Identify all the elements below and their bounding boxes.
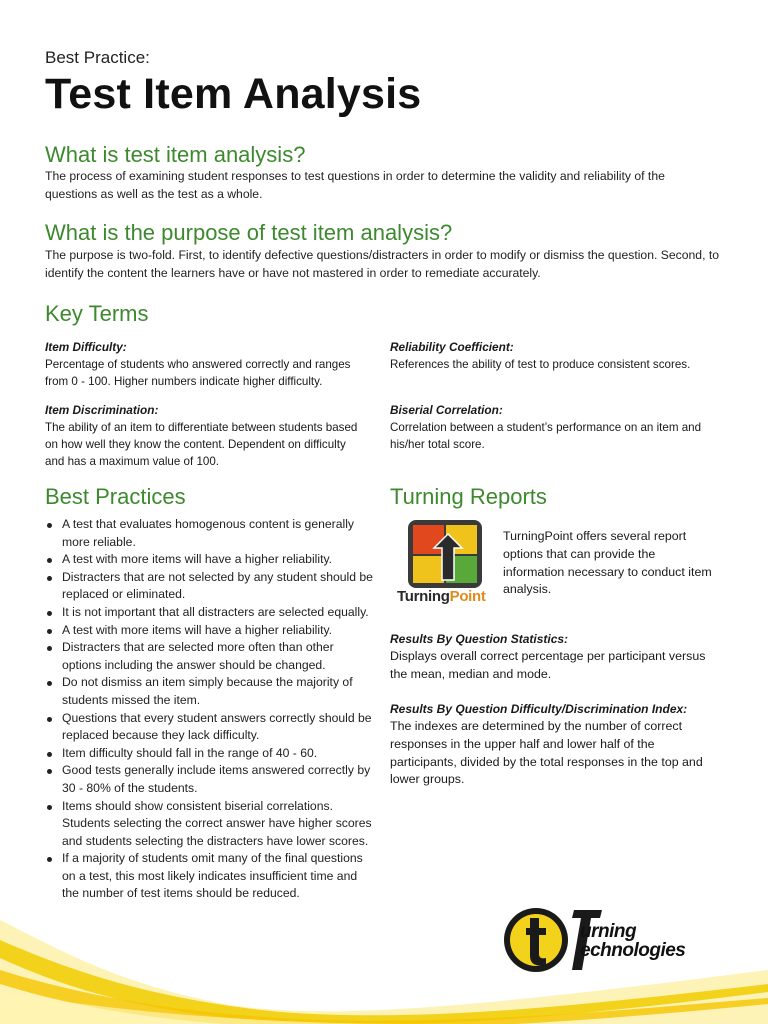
turningpoint-wordmark [397, 588, 486, 605]
section-heading-what: What is test item analysis? [45, 142, 306, 167]
term-item-discrimination [45, 402, 365, 470]
section-heading-purpose: What is the purpose of test item analysis? [45, 220, 453, 245]
turning-reports-intro [503, 528, 718, 599]
term-body: Percentage of students who answered correctly and ranges from 0 - 100. Higher numbers indicate higher difficulty. [45, 358, 351, 388]
list-item: Distracters that are selected more often than other options including the answer should be changed. [45, 639, 375, 674]
section-body-purpose: The purpose is two-fold. First, to identify defective questions/distracters in order to modify or dismiss the question. Second, to identify the content the learners have or have not mastered in order to remediate accurately. [45, 248, 720, 280]
term-reliability-coefficient [390, 339, 710, 373]
report-body: The indexes are determined by the number of correct responses in the upper half and lower half of the participants, divided by the total responses in the top and lower groups. [390, 719, 703, 787]
intro-text: TurningPoint offers several report options that can provide the information necessary to conduct item analysis. [503, 529, 712, 597]
list-item: If a majority of students omit many of the final questions on a test, this most likely indicates insufficient time and the number of test items should be reduced. [45, 850, 375, 903]
wordmark-part: Turning [397, 588, 450, 605]
term-title: Item Difficulty: [45, 340, 127, 354]
term-body: References the ability of test to produce consistent scores. [390, 358, 691, 371]
report-title: Results By Question Difficulty/Discrimination Index: [390, 702, 688, 716]
section-heading-key-terms: Key Terms [45, 301, 149, 326]
report-body: Displays overall correct percentage per participant versus the mean, median and mode. [390, 649, 706, 681]
list-item: A test with more items will have a higher reliability. [45, 622, 375, 640]
wordmark-line1: urning [580, 921, 637, 942]
report-title: Results By Question Statistics: [390, 632, 569, 646]
list-item: It is not important that all distracters are selected equally. [45, 604, 375, 622]
report-difficulty-index [390, 701, 710, 789]
term-biserial-correlation [390, 402, 710, 453]
term-title: Item Discrimination: [45, 403, 159, 417]
list-item: Item difficulty should fall in the range of 40 - 60. [45, 745, 375, 763]
page-title: Test Item Analysis [45, 70, 422, 118]
wordmark-line2: echnologies [580, 940, 686, 961]
list-item: A test with more items will have a higher reliability. [45, 551, 375, 569]
term-title: Reliability Coefficient: [390, 340, 514, 354]
term-body: Correlation between a student’s performance on an item and his/her total score. [390, 421, 702, 451]
section-body-what: The process of examining student responses to test questions in order to determine the validity and reliability of the questions as well as the test as a whole. [45, 169, 665, 201]
wordmark-part: Point [449, 588, 486, 605]
list-item: Items should show consistent biserial correlations. Students selecting the correct answer have higher scores and students selecting the distracters have lower scores. [45, 798, 375, 851]
report-question-statistics [390, 631, 720, 684]
turning-technologies-wordmark [580, 922, 685, 960]
eyebrow-label: Best Practice: [45, 48, 150, 67]
section-heading-best-practices: Best Practices [45, 484, 186, 509]
list-item: Do not dismiss an item simply because the majority of students missed the item. [45, 674, 375, 709]
section-heading-turning-reports: Turning Reports [390, 484, 547, 509]
list-item: Good tests generally include items answered correctly by 30 - 80% of the students. [45, 762, 375, 797]
term-title: Biserial Correlation: [390, 403, 503, 417]
term-item-difficulty [45, 339, 365, 390]
list-item: Distracters that are not selected by any student should be replaced or eliminated. [45, 569, 375, 604]
best-practices-list [45, 516, 375, 903]
list-item: A test that evaluates homogenous content is generally more reliable. [45, 516, 375, 551]
term-body: The ability of an item to differentiate between students based on how well they know the content. Dependent on difficulty and has a maximum value of 100. [45, 421, 358, 468]
list-item: Questions that every student answers correctly should be replaced because they lack difficulty. [45, 710, 375, 745]
